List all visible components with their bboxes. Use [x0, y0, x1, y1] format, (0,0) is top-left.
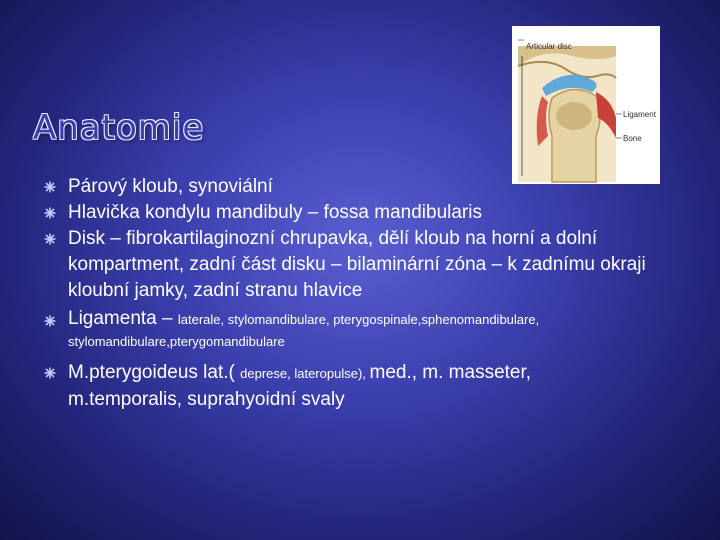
tmj-anatomy-figure: [512, 26, 660, 184]
sunburst-icon: [44, 367, 56, 379]
bullet-item: [44, 360, 684, 413]
bullet-list: [44, 174, 684, 413]
bullet-text-detail: deprese, lateropulse),: [240, 366, 370, 381]
bullet-text-continuation: stylomandibulare,pterygomandibulare: [68, 334, 285, 349]
sunburst-icon: [44, 315, 56, 327]
bullet-item: [44, 308, 684, 354]
sunburst-icon: [44, 233, 56, 245]
bullet-text: Disk – fibrokartilaginozní chrupavka, dělí kloub na horní a dolní kompartment, zadní část disku – bilaminární zóna – k zadnímu okraji kloubní jamky, zadní stranu hlavice: [68, 228, 646, 301]
slide-title: Anatomie: [33, 108, 205, 148]
bullet-text-detail: laterale, stylomandibulare, pterygospinale,sphenomandibulare,: [177, 312, 540, 327]
bullet-item: [44, 174, 684, 200]
bullet-text-main: M.pterygoideus lat.(: [68, 362, 241, 383]
sunburst-icon: [44, 181, 56, 193]
bullet-text-continuation: m.temporalis, suprahyoidní svaly: [68, 389, 345, 410]
figure-label-bone: Bone: [623, 134, 642, 143]
bullet-text-main: Ligamenta –: [68, 308, 178, 329]
figure-label-articular-disc: Articular disc: [526, 42, 572, 51]
figure-label-ligament: Ligament: [623, 110, 656, 119]
bullet-item: [44, 226, 684, 304]
bullet-text-main-cont: med., m. masseter,: [369, 362, 532, 383]
sunburst-icon: [44, 207, 56, 219]
bullet-text: Hlavička kondylu mandibuly – fossa mandibularis: [68, 202, 482, 223]
bullet-item: [44, 200, 684, 226]
bullet-text: Párový kloub, synoviální: [68, 176, 273, 197]
